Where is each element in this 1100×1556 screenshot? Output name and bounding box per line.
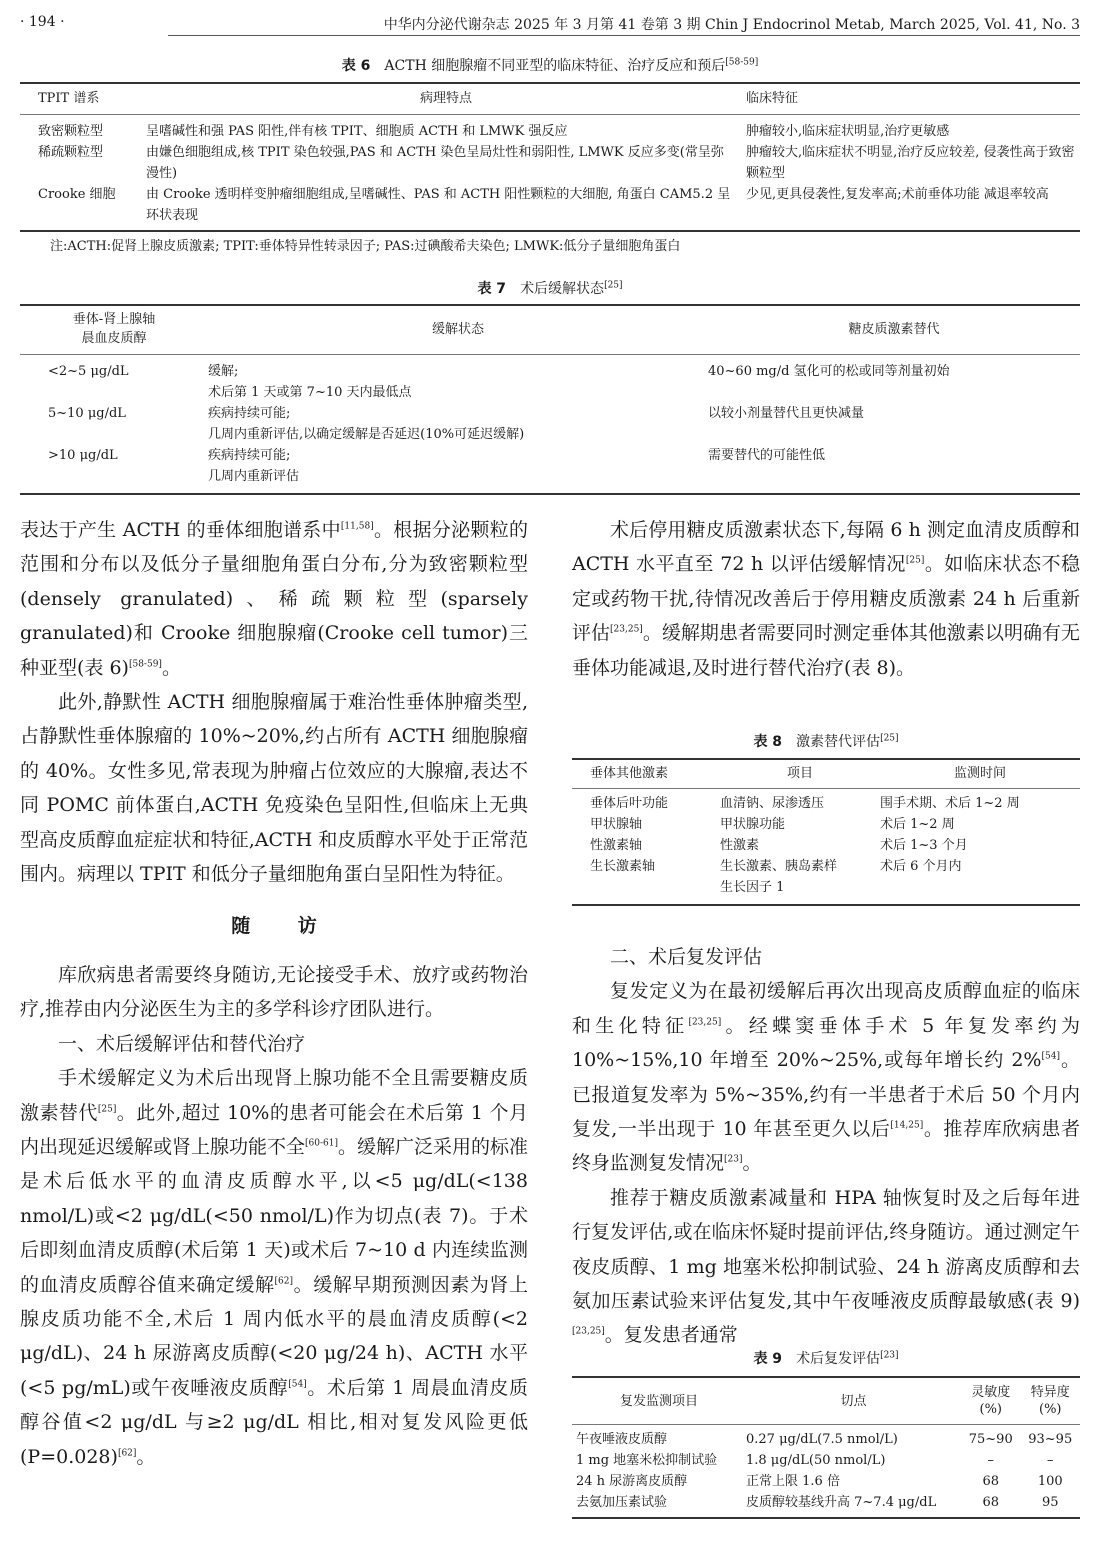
table8-ref: [25] bbox=[880, 733, 899, 744]
text: 术后停用糖皮质激素状态下,每隔 6 h 测定血清皮质醇和 ACTH 水平直至 72 h 以评估缓解情况 bbox=[572, 519, 1080, 576]
table-row bbox=[20, 445, 1080, 494]
table7-cell: <2~5 μg/dL bbox=[48, 364, 129, 379]
table8 bbox=[572, 758, 1080, 906]
table-row bbox=[20, 115, 1080, 143]
citation: [14,25] bbox=[890, 1120, 924, 1131]
text: 。缓解早期预测因素为肾上腺皮质功能不全,术后 1 周内低水平的晨血清皮质醇(<2 μg/dL)、24 h 尿游离皮质醇(<20 μg/24 h)、ACTH 水平(<5 pg/mL)或午夜唾液皮质醇 bbox=[20, 1273, 528, 1399]
table7-cell: >10 μg/dL bbox=[48, 448, 118, 463]
text: 。已报道复发率为 5%~35%,约有一半患者于术后 50 个月内复发,一半出现于 10 年甚至更久以后 bbox=[572, 1049, 1080, 1141]
table-row bbox=[20, 403, 1080, 445]
table8-cell: 性激素 bbox=[720, 838, 760, 853]
table7 bbox=[20, 304, 1080, 495]
running-title: 中华内分泌代谢杂志 2025 年 3 月第 41 卷第 3 期 Chin J Endocrinol Metab, March 2025, Vol. 41, No. 3 bbox=[383, 17, 1080, 33]
table-row bbox=[572, 1425, 1080, 1451]
citation: [54] bbox=[288, 1379, 307, 1390]
table6-cell: 肿瘤较小,临床症状明显,治疗更敏感 bbox=[746, 124, 950, 139]
table6-header: 病理特点 bbox=[419, 91, 472, 106]
paragraph bbox=[572, 1181, 1080, 1353]
table9-cell: 68 bbox=[982, 1474, 1000, 1489]
table9-cell: 100 bbox=[1037, 1474, 1063, 1489]
text: 手术缓解定义为术后出现肾上腺功能不全且需要糖皮质激素替代 bbox=[20, 1067, 528, 1124]
table6-cell: 由 Crooke 透明样变肿瘤细胞组成,呈嗜碱性、PAS 和 ACTH 阳性颗粒的大细胞, 角蛋白 CAM5.2 呈环状表现 bbox=[146, 187, 731, 223]
table-row bbox=[572, 1471, 1080, 1492]
table8-title: 激素替代评估 bbox=[796, 734, 881, 750]
table9-cell: 0.27 μg/dL(7.5 nmol/L) bbox=[746, 1432, 898, 1447]
table6-note: 注:ACTH:促肾上腺皮质激素; TPIT:垂体特异性转录因子; PAS:过碘酸希夫染色; LMWK:低分子量细胞角蛋白 bbox=[50, 239, 681, 254]
table8-cell: 甲状腺功能 bbox=[720, 817, 786, 832]
table9-cell: 68 bbox=[982, 1495, 1000, 1510]
table7-cell: 5~10 μg/dL bbox=[48, 406, 126, 421]
table8-cell: 甲状腺轴 bbox=[590, 817, 643, 832]
table-row bbox=[572, 856, 1080, 905]
citation: [11,58] bbox=[340, 521, 374, 532]
table-row bbox=[20, 184, 1080, 231]
citation: [60-61] bbox=[305, 1138, 338, 1149]
citation: [62] bbox=[117, 1448, 137, 1459]
table9-title: 术后复发评估 bbox=[796, 1351, 881, 1367]
table7-cell: 疾病持续可能; 几周内重新评估,以确定缓解是否延迟(10%可延迟缓解) bbox=[208, 406, 525, 442]
table8-cell: 血清钠、尿渗透压 bbox=[720, 796, 825, 811]
table9-cell: 1 mg 地塞米松抑制试验 bbox=[576, 1453, 718, 1468]
table8-cell: 术后 1~2 周 bbox=[880, 817, 955, 832]
right-column-top bbox=[572, 513, 1080, 685]
table6-header: 临床特征 bbox=[746, 91, 799, 106]
table7-title: 术后缓解状态 bbox=[520, 281, 605, 297]
text: 。 bbox=[742, 1152, 762, 1175]
table6-cell: Crooke 细胞 bbox=[38, 187, 116, 202]
text: 复发定义为在最初缓解后再次出现高皮质醇血症的临床和生化特征 bbox=[572, 980, 1080, 1037]
table9-caption bbox=[572, 1348, 1080, 1368]
table7-header: 缓解状态 bbox=[431, 321, 484, 337]
text: 表达于产生 ACTH 的垂体细胞谱系中 bbox=[20, 519, 341, 541]
subheading: 一、术后缓解评估和替代治疗 bbox=[58, 1032, 306, 1055]
text: 。根据分泌颗粒的范围和分布以及低分子量细胞角蛋白分布,分为致密颗粒型(densely granulated)、稀疏颗粒型(sparsely granulated)和 Crooke 细胞腺瘤(Crooke cell tumor)三种亚型(表 6) bbox=[20, 519, 528, 679]
paragraph: 此外,静默性 ACTH 细胞腺瘤属于难治性垂体肿瘤类型,占静默性垂体腺瘤的 10%~20%,约占所有 ACTH 细胞腺瘤的 40%。女性多见,常表现为肿瘤占位效应的大腺瘤,表达不同 POMC 前体蛋白,ACTH 免疫染色呈阳性,但临床上无典型高皮质醇血症症状和特征,ACTH 和皮质醇水平处于正常范围内。病理以 TPIT 和低分子量细胞角蛋白呈阳性为特征。 bbox=[20, 691, 528, 886]
text: 。如临床状态不稳定或药物干扰,待情况改善后于停用糖皮质激素 24 h 后重新评估 bbox=[572, 553, 1080, 645]
table-row bbox=[20, 355, 1080, 404]
table-row bbox=[20, 142, 1080, 184]
table-row bbox=[572, 789, 1080, 815]
table9-cell: 24 h 尿游离皮质醇 bbox=[576, 1474, 688, 1489]
page-number: · 194 · bbox=[20, 14, 65, 30]
citation: [25] bbox=[97, 1104, 117, 1115]
table8-cell: 术后 6 个月内 bbox=[880, 859, 962, 874]
table6 bbox=[20, 82, 1080, 232]
table8-header: 项目 bbox=[786, 766, 813, 781]
table8-header: 垂体其他激素 bbox=[590, 766, 669, 781]
table7-cell: 疾病持续可能; 几周内重新评估 bbox=[208, 448, 300, 484]
table7-label: 表 7 bbox=[477, 281, 507, 297]
citation: [23,25] bbox=[610, 624, 643, 635]
paragraph bbox=[20, 513, 528, 685]
table6-label: 表 6 bbox=[341, 58, 371, 74]
table9 bbox=[572, 1376, 1080, 1519]
table9-header: 灵敏度 (%) bbox=[971, 1385, 1011, 1417]
table7-header: 糖皮质激素替代 bbox=[848, 321, 940, 337]
table6-ref: [58-59] bbox=[725, 57, 759, 68]
table9-ref: [23] bbox=[880, 1350, 899, 1361]
citation: [62] bbox=[274, 1276, 294, 1287]
citation: [54] bbox=[1041, 1051, 1060, 1062]
table9-cell: 1.8 μg/dL(50 nmol/L) bbox=[746, 1453, 886, 1468]
table6-cell: 由嫌色细胞组成,核 TPIT 染色较强,PAS 和 ACTH 染色呈局灶性和弱阳性, LMWK 反应多变(常呈弥漫性) bbox=[146, 145, 724, 181]
table9-cell: 75~90 bbox=[968, 1432, 1013, 1447]
table9-cell: 去氨加压素试验 bbox=[576, 1495, 668, 1510]
table9-cell: 午夜唾液皮质醇 bbox=[576, 1432, 668, 1447]
table7-cell: 缓解; 术后第 1 天或第 7~10 天内最低点 bbox=[208, 364, 412, 400]
table9-header: 复发监测项目 bbox=[619, 1393, 698, 1409]
text: 。 bbox=[136, 1445, 156, 1468]
table8-cell: 生长激素轴 bbox=[590, 859, 656, 874]
table7-ref: [25] bbox=[604, 280, 623, 291]
table6-header: TPIT 谱系 bbox=[38, 91, 100, 106]
section-heading: 随访 bbox=[231, 915, 365, 938]
table8-label: 表 8 bbox=[753, 734, 783, 750]
citation: [58-59] bbox=[128, 659, 162, 670]
citation: [25] bbox=[905, 556, 925, 567]
table-row bbox=[572, 835, 1080, 856]
table8-cell: 性激素轴 bbox=[590, 838, 643, 853]
text: 。缓解期患者需要同时测定垂体其他激素以明确有无垂体功能减退,及时进行替代治疗(表 8)。 bbox=[572, 622, 1080, 679]
table7-cell: 需要替代的可能性低 bbox=[708, 448, 826, 463]
table6-cell: 呈嗜碱性和强 PAS 阳性,伴有核 TPIT、细胞质 ACTH 和 LMWK 强反应 bbox=[146, 124, 568, 139]
table-row bbox=[572, 814, 1080, 835]
header-rule bbox=[168, 35, 1080, 36]
left-column bbox=[20, 513, 528, 1474]
table7-caption bbox=[0, 278, 1100, 298]
paragraph bbox=[572, 513, 1080, 685]
table9-cell: 93~95 bbox=[1028, 1432, 1073, 1447]
table7-header: 垂体-肾上腺轴 晨血皮质醇 bbox=[72, 312, 156, 346]
subheading: 二、术后复发评估 bbox=[610, 946, 763, 968]
paragraph bbox=[572, 974, 1080, 1180]
text: 。经蝶窦垂体手术 5 年复发率约为 10%~15%,10 年增至 20%~25%,或每年增长约 2% bbox=[572, 1014, 1080, 1072]
table8-cell: 垂体后叶功能 bbox=[590, 796, 669, 811]
table9-cell: 皮质醇较基线升高 7~7.4 μg/dL bbox=[746, 1495, 937, 1510]
text: 推荐于糖皮质激素减量和 HPA 轴恢复时及之后每年进行复发评估,或在临床怀疑时提前评估,终身随访。通过测定午夜皮质醇、1 mg 地塞米松抑制试验、24 h 游离皮质醇和去氨加压素试验来评估复发,其中午夜唾液皮质醇最敏感(表 9) bbox=[572, 1186, 1080, 1313]
text: 。 bbox=[161, 656, 181, 679]
table9-label: 表 9 bbox=[753, 1351, 783, 1367]
text: 。缓解广泛采用的标准是术后低水平的血清皮质醇水平,以<5 μg/dL(<138 nmol/L)或<2 μg/dL(<50 nmol/L)作为切点(表 7)。于术后即刻血清皮质醇(术后第 1 天)或术后 7~10 d 内连续监测的血清皮质醇谷值来确定缓解 bbox=[20, 1135, 528, 1296]
paragraph bbox=[20, 1061, 528, 1474]
citation: [23,25] bbox=[688, 1017, 722, 1028]
table8-header: 监测时间 bbox=[953, 766, 1006, 781]
table6-title: ACTH 细胞腺瘤不同亚型的临床特征、治疗反应和预后 bbox=[384, 58, 726, 74]
table9-cell: 正常上限 1.6 倍 bbox=[746, 1474, 840, 1489]
text: 。复发患者通常 bbox=[604, 1324, 738, 1347]
table6-cell: 少见,更具侵袭性,复发率高;术前垂体功能 减退率较高 bbox=[746, 187, 1049, 202]
table9-header: 特异度 (%) bbox=[1030, 1385, 1070, 1417]
table6-cell: 稀疏颗粒型 bbox=[38, 145, 104, 160]
table7-cell: 以较小剂量替代且更快减量 bbox=[708, 406, 865, 421]
table8-cell: 生长激素、胰岛素样 生长因子 1 bbox=[720, 859, 838, 895]
text: 。此外,超过 10%的患者可能会在术后第 1 个月内出现延迟缓解或肾上腺功能不全 bbox=[20, 1101, 528, 1158]
table9-cell: – bbox=[987, 1453, 994, 1468]
paragraph: 库欣病患者需要终身随访,无论接受手术、放疗或药物治疗,推荐由内分泌医生为主的多学科诊疗团队进行。 bbox=[20, 963, 528, 1021]
citation: [23,25] bbox=[572, 1327, 605, 1338]
table9-cell: 95 bbox=[1041, 1495, 1059, 1510]
table-row bbox=[572, 1450, 1080, 1471]
table-row bbox=[572, 1492, 1080, 1518]
table8-cell: 围手术期、术后 1~2 周 bbox=[880, 796, 1020, 811]
table6-caption bbox=[0, 55, 1100, 75]
table8-cell: 术后 1~3 个月 bbox=[880, 838, 968, 853]
table7-cell: 40~60 mg/d 氢化可的松或同等剂量初始 bbox=[708, 364, 950, 379]
text: 。推荐库欣病患者终身监测复发情况 bbox=[572, 1118, 1080, 1175]
table8-caption bbox=[572, 731, 1080, 751]
table9-cell: – bbox=[1047, 1453, 1054, 1468]
citation: [23] bbox=[724, 1155, 743, 1166]
table6-cell: 致密颗粒型 bbox=[38, 124, 104, 139]
table9-header: 切点 bbox=[840, 1393, 867, 1409]
right-column-bottom bbox=[572, 940, 1080, 1353]
text: 。术后第 1 周晨血清皮质醇谷值<2 μg/dL 与≥2 μg/dL 相比,相对复发风险更低(P=0.028) bbox=[20, 1376, 529, 1468]
table6-cell: 肿瘤较大,临床症状不明显,治疗反应较差, 侵袭性高于致密颗粒型 bbox=[746, 145, 1075, 181]
